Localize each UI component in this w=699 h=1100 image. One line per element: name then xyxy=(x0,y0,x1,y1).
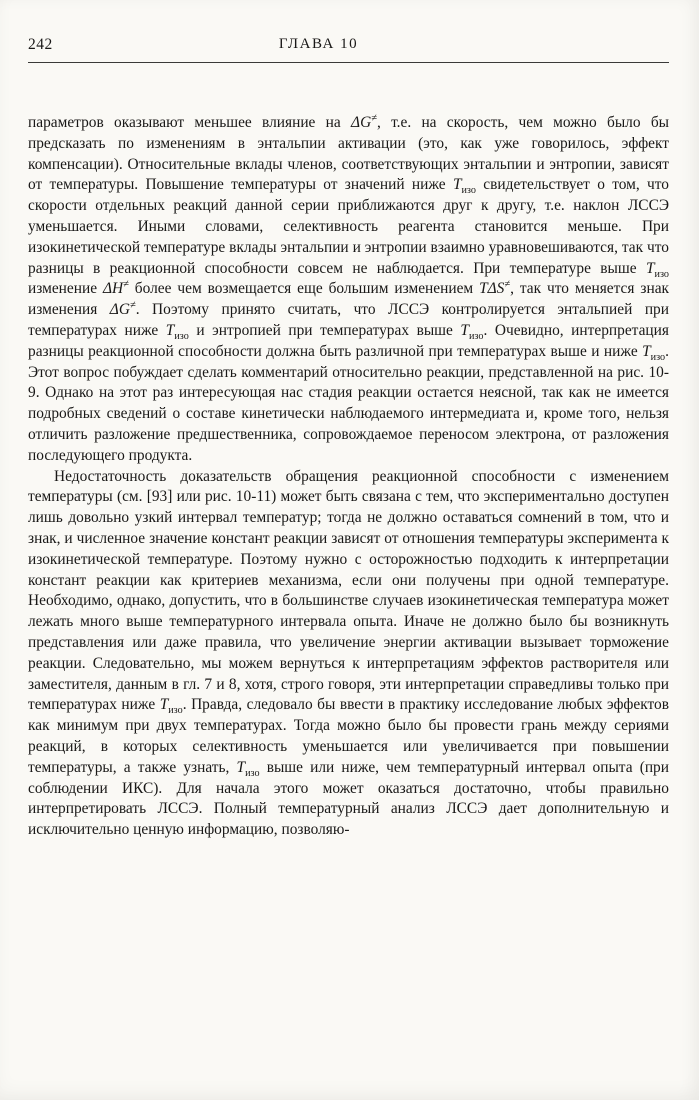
math-variable: ΔG≠ xyxy=(109,300,136,319)
math-variable: $T_{изо}$ xyxy=(236,758,260,779)
math-variable: $T_{изо}$ xyxy=(159,696,183,717)
math-variable: ΔG≠ xyxy=(351,112,377,131)
math-variable: TΔS≠ xyxy=(479,279,511,298)
math-variable: $T_{изо}$ xyxy=(460,321,484,343)
math-variable: $T_{изо}$ xyxy=(452,176,476,197)
chapter-heading: ГЛАВА 10 xyxy=(278,36,359,52)
page-body xyxy=(28,113,669,841)
page-header xyxy=(28,36,669,63)
paragraph: параметров оказывают меньшее влияние на ΔG≠, т.е. на скорость, чем можно было бы предсказать по изменениям в энтальпии активации (это, как уже говорилось, эффект компенсации). Относительные вклады членов, соответствующих энтальпии и энтропии, зависят от температуры. Повышение температуры от значений ниже $T_{изо}$ свидетельствует о том, что скорости отдельных реакций данной серии приближаются друг к другу, т.е. наклон ЛССЭ уменьшается. Иными словами, селективность реагента становится меньше. При изокинетической температуре вклады энтальпии и энтропии взаимно уравновешиваются, так что разницы в реакционной способности совсем не наблюдается. При температуре выше $T_{изо}$ изменение ΔH≠ более чем возмещается еще большим изменением TΔS≠, так что меняется знак изменения ΔG≠. Поэтому принято считать, что ЛССЭ контролируется энтальпией при температурах ниже $T_{изо}$ и энтропией при температурах выше $T_{изо}$. Очевидно, интерпретация разницы реакционной способности должна быть различной при температурах выше и ниже $T_{изо}$. Этот вопрос побуждает сделать комментарий относительно реакции, представленной на рис. 10-9. Однако на этот раз интересующая нас стадия реакции остается неясной, так как не имеется подробных сведений о составе кинетически наблюдаемого интермедиата и, кроме того, нельзя отличить разложение предшественника, сопровождаемое переносом электрона, от разложения последующего продукта. xyxy=(28,112,670,464)
math-variable: $T_{изо}$ xyxy=(642,342,666,363)
paragraph: Недостаточность доказательств обращения реакционной способности с изменением температуры (см. [93] или рис. 10-11) может быть связана с тем, что экспериментально доступен лишь довольно узкий интервал температур; тогда не должно оставаться сомнений в том, что и знак, и численное значение констант реакции зависят от отношения температуры эксперимента к изокинетической температуре. Поэтому нужно с осторожностью подходить к интерпретации констант реакции как критериев механизма, если они получены при одной температуре. Необходимо, однако, допустить, что в большинстве случаев изокинетическая температура может лежать много выше температурного интервала опыта. Иначе не должно было бы возникнуть представления или даже правила, что увеличение энергии активации вызывает торможение реакции. Следовательно, мы можем вернуться к интерпретациям эффектов растворителя или заместителя, данным в гл. 7 и 8, хотя, строго говоря, эти интерпретации справедливы только при температурах ниже $T_{изо}$. Правда, следовало бы ввести в практику исследование любых эффектов как минимум при двух температурах. Тогда можно было бы провести грань между сериями реакций, в которых селективность уменьшается или увеличивается при повышении температуры, а также узнать, $T_{изо}$ выше или ниже, чем температурный интервал опыта (при соблюдении ИКС). Для начала этого может оказаться достаточно, чтобы правильно интерпретировать ЛССЭ. Полный температурный анализ ЛССЭ дает дополнительную и исключительно ценную информацию, позволяю- xyxy=(28,467,669,839)
math-variable: $T_{изо}$ xyxy=(165,321,189,343)
math-variable: ΔH≠ xyxy=(102,279,129,298)
math-variable: $T_{изо}$ xyxy=(645,259,669,280)
page-number: 242 xyxy=(28,36,53,53)
